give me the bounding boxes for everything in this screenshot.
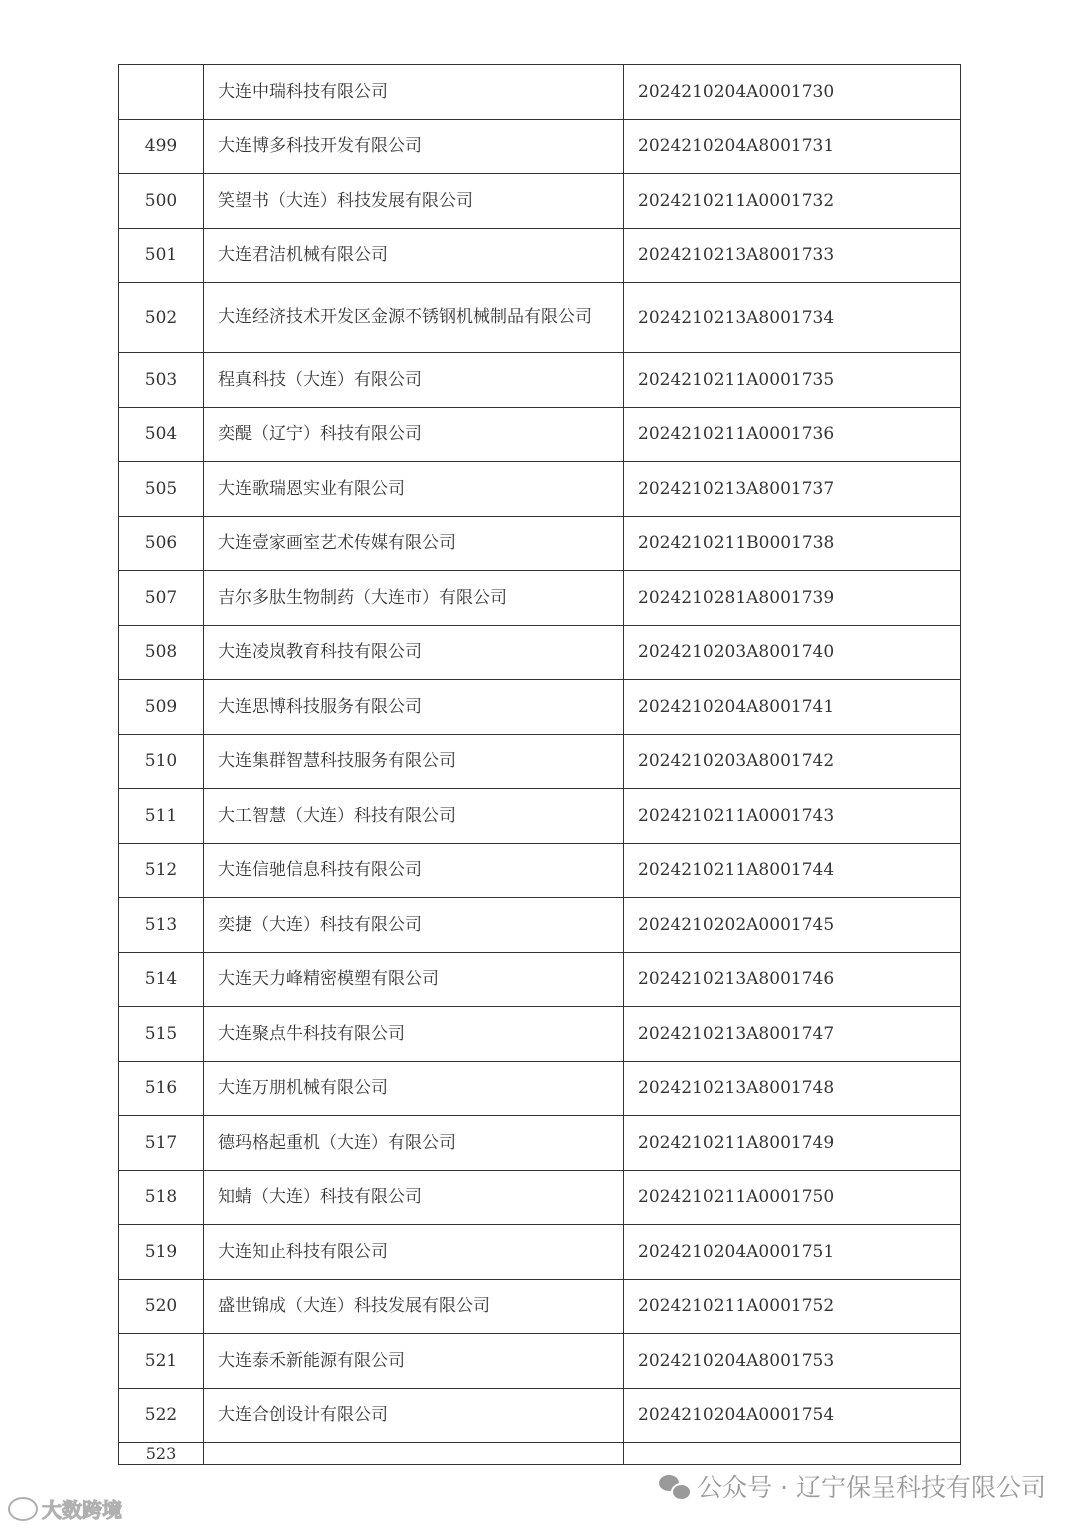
registration-code: 2024210213A8001733 [624,228,961,283]
row-number: 511 [119,789,204,844]
registration-code: 2024210211A0001752 [624,1279,961,1334]
registration-code: 2024210203A8001742 [624,734,961,789]
account-watermark [659,1468,1046,1504]
company-name: 大连聚点牛科技有限公司 [204,1007,624,1062]
row-number: 505 [119,462,204,517]
company-name: 大连天力峰精密模塑有限公司 [204,952,624,1007]
registration-code: 2024210204A8001753 [624,1334,961,1389]
table-row [119,1116,961,1171]
table-row [119,571,961,626]
row-number: 515 [119,1007,204,1062]
company-name: 吉尔多肽生物制药（大连市）有限公司 [204,571,624,626]
row-number: 517 [119,1116,204,1171]
row-number: 500 [119,174,204,229]
table-row [119,1279,961,1334]
table-row [119,843,961,898]
table-row [119,1170,961,1225]
table-row [119,1007,961,1062]
registration-code: 2024210211A8001749 [624,1116,961,1171]
registration-code: 2024210204A8001741 [624,680,961,735]
row-number: 510 [119,734,204,789]
row-number: 521 [119,1334,204,1389]
company-name: 大连中瑞科技有限公司 [204,65,624,120]
row-number: 514 [119,952,204,1007]
table-body [119,65,961,1465]
row-number: 502 [119,283,204,353]
row-number: 508 [119,625,204,680]
table-row [119,1443,961,1465]
table-row [119,119,961,174]
table-row [119,407,961,462]
table-row [119,680,961,735]
table-row [119,1061,961,1116]
company-name: 大连凌岚教育科技有限公司 [204,625,624,680]
row-number: 516 [119,1061,204,1116]
table-row [119,734,961,789]
registration-code: 2024210211A8001744 [624,843,961,898]
row-number: 518 [119,1170,204,1225]
table-row [119,283,961,353]
row-number: 512 [119,843,204,898]
company-name: 大连泰禾新能源有限公司 [204,1334,624,1389]
registration-code: 2024210211A0001743 [624,789,961,844]
company-name: 大连知止科技有限公司 [204,1225,624,1280]
registration-code: 2024210203A8001740 [624,625,961,680]
company-name: 大连万朋机械有限公司 [204,1061,624,1116]
row-number: 520 [119,1279,204,1334]
table-row [119,65,961,120]
registration-code: 2024210211A0001735 [624,353,961,408]
registration-code: 2024210281A8001739 [624,571,961,626]
registration-code [624,1443,961,1465]
row-number: 519 [119,1225,204,1280]
registration-code: 2024210213A8001737 [624,462,961,517]
registration-code: 2024210204A8001731 [624,119,961,174]
weibo-icon [8,1497,38,1521]
company-table [118,64,961,1465]
company-name: 大工智慧（大连）科技有限公司 [204,789,624,844]
table-row [119,898,961,953]
row-number: 506 [119,516,204,571]
company-name: 大连壹家画室艺术传媒有限公司 [204,516,624,571]
row-number: 522 [119,1388,204,1443]
table-row [119,1225,961,1280]
company-name: 大连合创设计有限公司 [204,1388,624,1443]
table-row [119,789,961,844]
source-label: 大数跨境 [42,1498,122,1522]
table-row [119,228,961,283]
company-name [204,1443,624,1465]
row-number: 523 [119,1443,204,1465]
row-number: 509 [119,680,204,735]
table-row [119,1334,961,1389]
registration-code: 2024210213A8001748 [624,1061,961,1116]
company-name: 大连博多科技开发有限公司 [204,119,624,174]
row-number [119,65,204,120]
table-row [119,516,961,571]
company-name: 奕醍（辽宁）科技有限公司 [204,407,624,462]
company-name: 大连歌瑞恩实业有限公司 [204,462,624,517]
row-number: 501 [119,228,204,283]
row-number: 503 [119,353,204,408]
wechat-icon [659,1473,689,1499]
registration-code: 2024210211B0001738 [624,516,961,571]
table-row [119,952,961,1007]
registration-code: 2024210211A0001750 [624,1170,961,1225]
row-number: 507 [119,571,204,626]
company-name: 大连君洁机械有限公司 [204,228,624,283]
company-name: 大连信驰信息科技有限公司 [204,843,624,898]
registration-code: 2024210204A0001751 [624,1225,961,1280]
registration-code: 2024210211A0001736 [624,407,961,462]
row-number: 513 [119,898,204,953]
company-name: 笑望书（大连）科技发展有限公司 [204,174,624,229]
registration-code: 2024210204A0001754 [624,1388,961,1443]
company-name: 大连经济技术开发区金源不锈钢机械制品有限公司 [204,283,624,353]
company-name: 大连集群智慧科技服务有限公司 [204,734,624,789]
company-name: 盛世锦成（大连）科技发展有限公司 [204,1279,624,1334]
registration-code: 2024210204A0001730 [624,65,961,120]
registration-code: 2024210213A8001747 [624,1007,961,1062]
registration-code: 2024210202A0001745 [624,898,961,953]
registration-code: 2024210213A8001746 [624,952,961,1007]
company-name: 知蜻（大连）科技有限公司 [204,1170,624,1225]
registration-code: 2024210211A0001732 [624,174,961,229]
table-row [119,625,961,680]
table-row [119,174,961,229]
registration-code: 2024210213A8001734 [624,283,961,353]
company-name: 大连思博科技服务有限公司 [204,680,624,735]
account-label: 公众号 · 辽宁保呈科技有限公司 [697,1473,1046,1502]
table-row [119,462,961,517]
company-name: 程真科技（大连）有限公司 [204,353,624,408]
company-name: 奕捷（大连）科技有限公司 [204,898,624,953]
table-row [119,1388,961,1443]
company-name: 德玛格起重机（大连）有限公司 [204,1116,624,1171]
table-row [119,353,961,408]
row-number: 504 [119,407,204,462]
source-watermark [8,1494,122,1523]
row-number: 499 [119,119,204,174]
